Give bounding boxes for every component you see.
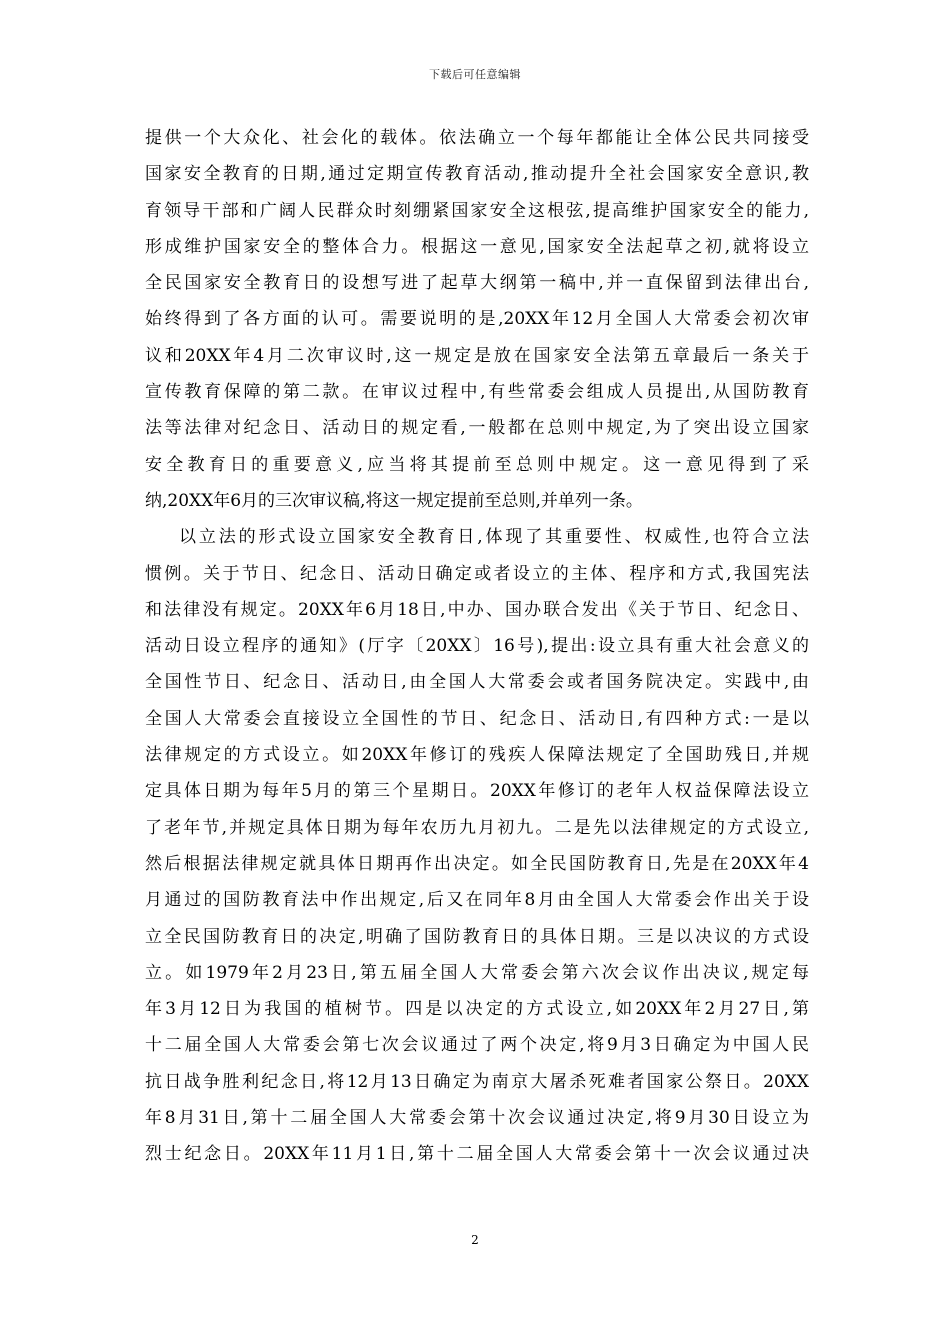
text-line: 年8月31日,第十二届全国人大常委会第十次会议通过决定,将9月30日设立为 [145,1108,809,1129]
text-line: 全国性节日、纪念日、活动日,由全国人大常委会或者国务院决定。实践中,由 [145,672,809,693]
text-line: 提供一个大众化、社会化的载体。依法确立一个每年都能让全体公民共同接受 [145,128,809,148]
text-line: 法律规定的方式设立。如20XX年修订的残疾人保障法规定了全国助残日,并规 [145,745,809,766]
text-line: 然后根据法律规定就具体日期再作出决定。如全民国防教育日,先是在20XX年4 [145,853,809,874]
text-line: 烈士纪念日。20XX年11月1日,第十二届全国人大常委会第十一次会议通过决 [145,1144,809,1165]
text-line: 纳,20XX年6月的三次审议稿,将这一规定提前至总则,并单列一条。 [145,490,643,511]
text-line: 和法律没有规定。20XX年6月18日,中办、国办联合发出《关于节日、纪念日、 [145,599,809,620]
page-number: 2 [471,1233,479,1247]
text-line: 活动日设立程序的通知》(厅字〔20XX〕16号),提出:设立具有重大社会意义的 [145,636,809,657]
page-header: 下载后可任意编辑 [429,68,521,81]
text-line: 议和20XX年4月二次审议时,这一规定是放在国家安全法第五章最后一条关于 [145,345,809,366]
paragraph [145,519,809,1172]
text-line: 法等法律对纪念日、活动日的规定看,一般都在总则中规定,为了突出设立国家 [145,418,809,439]
text-line: 惯例。关于节日、纪念日、活动日确定或者设立的主体、程序和方式,我国宪法 [145,563,809,584]
text-line: 抗日战争胜利纪念日,将12月13日确定为南京大屠杀死难者国家公祭日。20XX [145,1071,809,1092]
text-line: 立。如1979年2月23日,第五届全国人大常委会第六次会议作出决议,规定每 [145,962,809,983]
text-line: 立全民国防教育日的决定,明确了国防教育日的具体日期。三是以决议的方式设 [145,926,809,947]
text-line: 全国人大常委会直接设立全国性的节日、纪念日、活动日,有四种方式:一是以 [145,708,809,729]
text-line: 全民国家安全教育日的设想写进了起草大纲第一稿中,并一直保留到法律出台, [145,273,809,294]
text-line: 定具体日期为每年5月的第三个星期日。20XX年修订的老年人权益保障法设立 [145,781,809,802]
text-line: 了老年节,并规定具体日期为每年农历九月初九。二是先以法律规定的方式设立, [145,817,809,838]
text-line: 安全教育日的重要意义,应当将其提前至总则中规定。这一意见得到了采 [145,454,809,475]
text-line: 形成维护国家安全的整体合力。根据这一意见,国家安全法起草之初,就将设立 [145,236,809,257]
paragraph [145,120,809,519]
text-line: 十二届全国人大常委会第七次会议通过了两个决定,将9月3日确定为中国人民 [145,1035,809,1056]
text-line: 月通过的国防教育法中作出规定,后又在同年8月由全国人大常委会作出关于设 [145,890,809,911]
text-line: 宣传教育保障的第二款。在审议过程中,有些常委会组成人员提出,从国防教育 [145,382,809,403]
text-line: 年3月12日为我国的植树节。四是以决定的方式设立,如20XX年2月27日,第 [145,999,809,1020]
document-body [145,120,809,1173]
text-line: 始终得到了各方面的认可。需要说明的是,20XX年12月全国人大常委会初次审 [145,309,809,330]
text-line: 国家安全教育的日期,通过定期宣传教育活动,推动提升全社会国家安全意识,教 [145,164,809,185]
text-line: 以立法的形式设立国家安全教育日,体现了其重要性、权威性,也符合立法 [179,527,809,548]
text-line: 育领导干部和广阔人民群众时刻绷紧国家安全这根弦,提高维护国家安全的能力, [145,200,809,221]
